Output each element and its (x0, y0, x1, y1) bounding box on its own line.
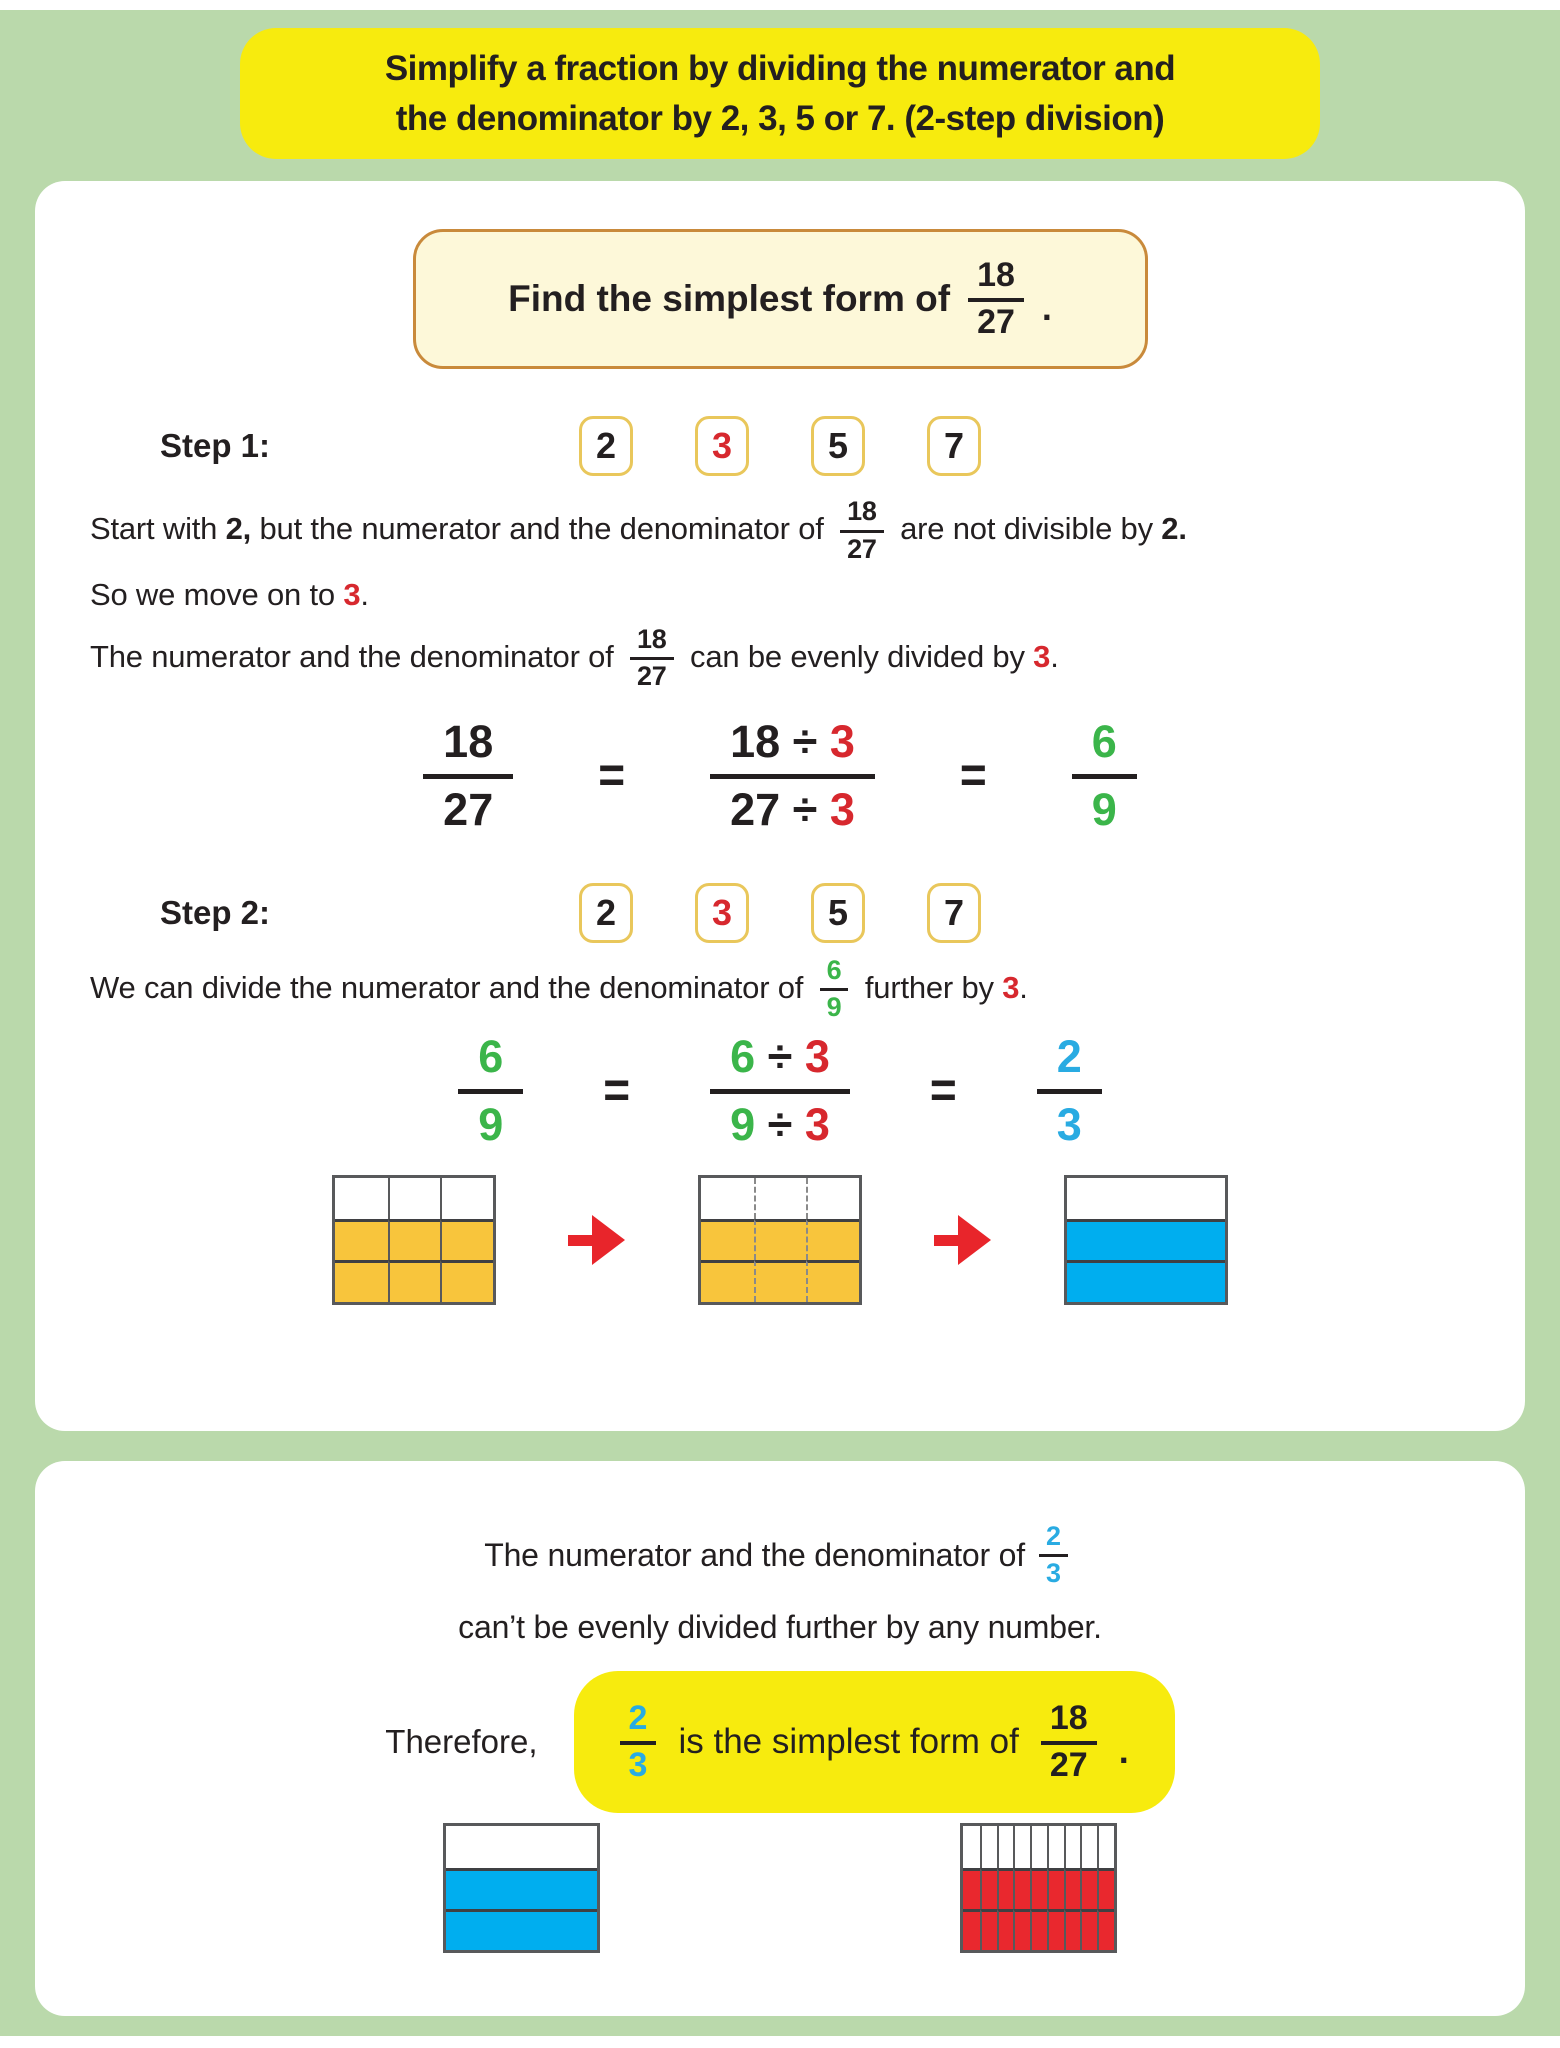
arrow-tail (568, 1235, 594, 1246)
arrow-right-icon (568, 1214, 626, 1266)
divisor-chip-2 (579, 416, 633, 476)
fraction-cell (806, 1178, 859, 1219)
fraction-cell (1097, 1868, 1114, 1909)
chip-number: 7 (943, 425, 965, 467)
equals-sign: = (603, 1061, 631, 1119)
page-title-line-2: the denominator by 2, 3, 5 or 7. (2-step division) (395, 98, 1165, 138)
fraction-cell (440, 1219, 493, 1260)
fraction-cell (1097, 1909, 1114, 1950)
fraction-cell (806, 1260, 859, 1301)
fraction-cell (963, 1909, 980, 1950)
fraction-division-by-3: $\frac{6 \div 3}{9 \div 3}$ (710, 1031, 850, 1149)
fraction-cell (754, 1219, 807, 1260)
chip-number: 7 (943, 891, 965, 933)
prompt-box (413, 229, 1148, 369)
fraction-diagrams-step2 (90, 1175, 1470, 1305)
fraction-cell (446, 1826, 597, 1867)
therefore-row (90, 1671, 1470, 1813)
equals-sign: = (929, 1061, 957, 1119)
chip-number: 2 (595, 425, 617, 467)
fraction-cell (1064, 1909, 1081, 1950)
arrow-head (958, 1215, 991, 1265)
fraction-cell (1080, 1826, 1097, 1867)
divisor-chip-7 (927, 883, 981, 943)
fraction-division-by-3: $\frac{18 \div 3}{27 \div 3}$ (710, 716, 875, 834)
fraction-cell (1080, 1909, 1097, 1950)
equals-sign: = (598, 746, 626, 804)
grid-six-ninths (332, 1175, 496, 1305)
fraction-cell (1064, 1868, 1081, 1909)
fraction-cell (1067, 1178, 1225, 1219)
answer-highlight-box (574, 1671, 1175, 1813)
step2-label: Step 2: (160, 893, 271, 931)
chip-number: 2 (595, 891, 617, 933)
equals-sign: = (959, 746, 987, 804)
fraction-cell (1067, 1260, 1225, 1301)
answer-period: . (1118, 1730, 1129, 1772)
fraction-cell (388, 1260, 441, 1301)
fraction-cell (1030, 1868, 1047, 1909)
bar-two-thirds (1064, 1175, 1228, 1305)
fraction-diagrams-conclusion (90, 1823, 1470, 1953)
fraction-cell (1080, 1868, 1097, 1909)
step1-line-3: The numerator and the denominator of $\frac{18}{27}$ can be evenly divided by 3. (90, 623, 1059, 692)
fraction-cell (1047, 1826, 1064, 1867)
fraction-cell (980, 1909, 997, 1950)
grid-eighteen-twenty-sevenths (960, 1823, 1117, 1953)
fraction-cell (446, 1909, 597, 1950)
fraction-cell (446, 1868, 597, 1909)
fraction-cell (1064, 1826, 1081, 1867)
fraction-cell (335, 1178, 388, 1219)
fraction-cell (701, 1178, 754, 1219)
prompt-period: . (1041, 287, 1052, 329)
fraction-6-9: $\frac{6}{9}$ (820, 956, 849, 1023)
prompt-text: Find the simplest form of (508, 278, 951, 320)
bar-two-thirds (443, 1823, 600, 1953)
fraction-cell (440, 1260, 493, 1301)
fraction-cell (388, 1178, 441, 1219)
fraction-cell (1030, 1826, 1047, 1867)
arrow-right-icon (934, 1214, 992, 1266)
conclusion-panel (35, 1461, 1525, 2016)
divisor-chip-5 (811, 883, 865, 943)
grid-six-ninths-regrouped (698, 1175, 862, 1305)
fraction-cell (440, 1178, 493, 1219)
step2-header (90, 880, 1470, 946)
divisor-chips-step2 (579, 883, 981, 943)
fraction-cell (1030, 1909, 1047, 1950)
fraction-cell (754, 1260, 807, 1301)
fraction-cell (1013, 1868, 1030, 1909)
fraction-cell (963, 1868, 980, 1909)
step1-line-1: Start with 2, but the numerator and the denominator of $\frac{18}{27}$ are not divisible by 2. (90, 496, 1187, 565)
answer-text: is the simplest form of (678, 1722, 1019, 1762)
fraction-cell (335, 1260, 388, 1301)
fraction-cell (1013, 1909, 1030, 1950)
divisor-chips-step1 (579, 416, 981, 476)
fraction-cell (1067, 1219, 1225, 1260)
fraction-cell (388, 1219, 441, 1260)
arrow-head (592, 1215, 625, 1265)
chip-number: 3 (711, 891, 733, 933)
chip-number: 5 (827, 891, 849, 933)
fraction-cell (1047, 1909, 1064, 1950)
step1-paragraph (90, 497, 1470, 692)
fraction-18-27: $\frac{18}{27}$ (968, 257, 1024, 342)
step1-line-2: So we move on to 3. (90, 576, 369, 612)
fraction-18-27: $\frac{18}{27}$ (630, 625, 674, 692)
lesson-panel (35, 181, 1525, 1431)
divisor-chip-5 (811, 416, 865, 476)
fraction-cell (997, 1826, 1014, 1867)
equation-step1 (90, 716, 1470, 834)
fraction-2-3: $\frac{2}{3}$ (1037, 1031, 1102, 1149)
fraction-6-9: $\frac{6}{9}$ (458, 1031, 523, 1149)
divisor-chip-2 (579, 883, 633, 943)
conclusion-line-2: can’t be evenly divided further by any number. (458, 1608, 1102, 1645)
therefore-label: Therefore, (385, 1723, 538, 1761)
fraction-cell (806, 1219, 859, 1260)
conclusion-line-1: The numerator and the denominator of $\frac{2}{3}$ (90, 1509, 1470, 1601)
chip-number: 3 (711, 425, 733, 467)
fraction-cell (335, 1219, 388, 1260)
fraction-18-27: $\frac{18}{27}$ (1041, 1700, 1097, 1785)
step1-header (90, 413, 1470, 479)
fraction-cell (963, 1826, 980, 1867)
page-title-line-1: Simplify a fraction by dividing the numerator and (384, 49, 1176, 88)
fraction-2-3: $\frac{2}{3}$ (1039, 1522, 1068, 1589)
fraction-cell (1047, 1868, 1064, 1909)
title-banner (240, 28, 1320, 159)
divisor-chip-3 (695, 883, 749, 943)
fraction-cell (997, 1868, 1014, 1909)
fraction-cell (997, 1909, 1014, 1950)
step2-line: We can divide the numerator and the denominator of $\frac{6}{9}$ further by 3. (90, 954, 1028, 1023)
divisor-chip-3 (695, 416, 749, 476)
fraction-cell (1013, 1826, 1030, 1867)
fraction-2-3: $\frac{2}{3}$ (620, 1700, 657, 1785)
step1-label: Step 1: (160, 427, 271, 465)
fraction-6-9: $\frac{6}{9}$ (1072, 716, 1137, 834)
fraction-cell (701, 1260, 754, 1301)
chip-number: 5 (827, 425, 849, 467)
arrow-tail (934, 1235, 960, 1246)
fraction-cell (1097, 1826, 1114, 1867)
divisor-chip-7 (927, 416, 981, 476)
fraction-cell (980, 1826, 997, 1867)
fraction-18-27: $\frac{18}{27}$ (423, 716, 513, 834)
equation-step2 (90, 1031, 1470, 1149)
fraction-cell (980, 1868, 997, 1909)
fraction-cell (701, 1219, 754, 1260)
fraction-cell (754, 1178, 807, 1219)
fraction-18-27: $\frac{18}{27}$ (840, 497, 884, 564)
